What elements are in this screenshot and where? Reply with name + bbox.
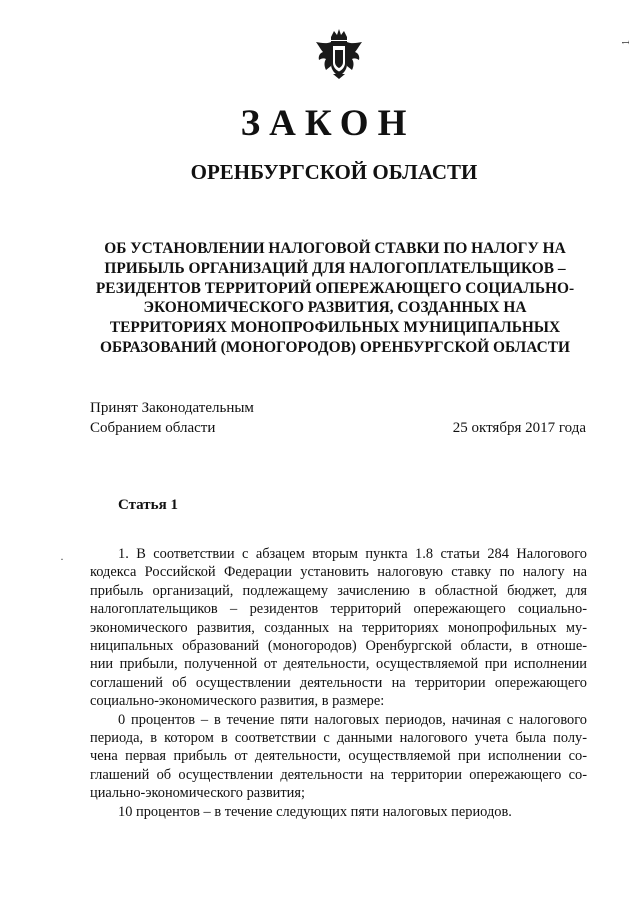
body-line: кодекса Российской Федерации установить налоговую ставку по налогу на xyxy=(90,564,587,581)
coat-of-arms-emblem xyxy=(313,28,365,80)
body-line: глашений об осуществлении деятельности на территории опережающего со- xyxy=(90,766,587,783)
law-title-line: ПРИБЫЛЬ ОРГАНИЗАЦИЙ ДЛЯ НАЛОГОПЛАТЕЛЬЩИКОВ – xyxy=(104,259,566,277)
law-title xyxy=(70,239,600,358)
law-title-line: ОБ УСТАНОВЛЕНИИ НАЛОГОВОЙ СТАВКИ ПО НАЛОГУ НА xyxy=(104,240,566,257)
body-line: 10 процентов – в течение следующих пяти налоговых периодов. xyxy=(118,803,512,820)
law-title-line: ЭКОНОМИЧЕСКОГО РАЗВИТИЯ, СОЗДАННЫХ НА xyxy=(143,299,527,317)
adoption-note xyxy=(90,398,254,438)
adoption-line: Собранием области xyxy=(90,420,216,436)
body-line: периода, в котором в соответствии с данными налогового учета была полу- xyxy=(90,730,587,747)
article-body xyxy=(90,545,587,821)
law-title-line: ОБРАЗОВАНИЙ (МОНОГОРОДОВ) ОРЕНБУРГСКОЙ ОБЛАСТИ xyxy=(100,338,570,356)
body-line: прибыль организаций, подлежащему зачислению в областной бюджет, для xyxy=(90,582,587,599)
body-line: 0 процентов – в течение пяти налоговых периодов, начиная с налогового xyxy=(118,711,587,728)
body-line: ниципальных образований (моногородов) Оренбургской области, в отноше- xyxy=(90,638,587,655)
region-name: ОРЕНБУРГСКОЙ ОБЛАСТИ xyxy=(190,160,478,184)
body-line: циально-экономического развития; xyxy=(90,785,305,802)
margin-mark: · xyxy=(60,552,64,566)
document-heading: ЗАКОН xyxy=(240,103,416,144)
adoption-date: 25 октября 2017 года xyxy=(452,420,586,436)
article-heading: Статья 1 xyxy=(118,497,178,513)
body-line: чена первая прибыль от деятельности, осуществляемой при исполнении со- xyxy=(90,748,587,765)
body-line: социально-экономического развития, в размере: xyxy=(90,693,385,710)
body-line: экономического развития, созданных на территориях монопрофильных му- xyxy=(90,619,587,636)
law-title-line: РЕЗИДЕНТОВ ТЕРРИТОРИЙ ОПЕРЕЖАЮЩЕГО СОЦИАЛЬНО- xyxy=(95,279,575,297)
body-line: нии прибыли, полученной от деятельности, осуществляемой при исполнении xyxy=(90,656,587,673)
body-line: 1. В соответствии с абзацем вторым пункта 1.8 статьи 284 Налогового xyxy=(118,546,587,562)
body-line: налогоплательщиков – резидентов территорий опережающего социально- xyxy=(90,601,587,618)
body-line: соглашений об осуществлении деятельности на территории опережающего xyxy=(90,674,587,691)
page-number: 1 xyxy=(621,40,632,45)
law-title-line: ТЕРРИТОРИЯХ МОНОПРОФИЛЬНЫХ МУНИЦИПАЛЬНЫХ xyxy=(109,319,561,337)
adoption-line: Принят Законодательным xyxy=(90,400,254,416)
